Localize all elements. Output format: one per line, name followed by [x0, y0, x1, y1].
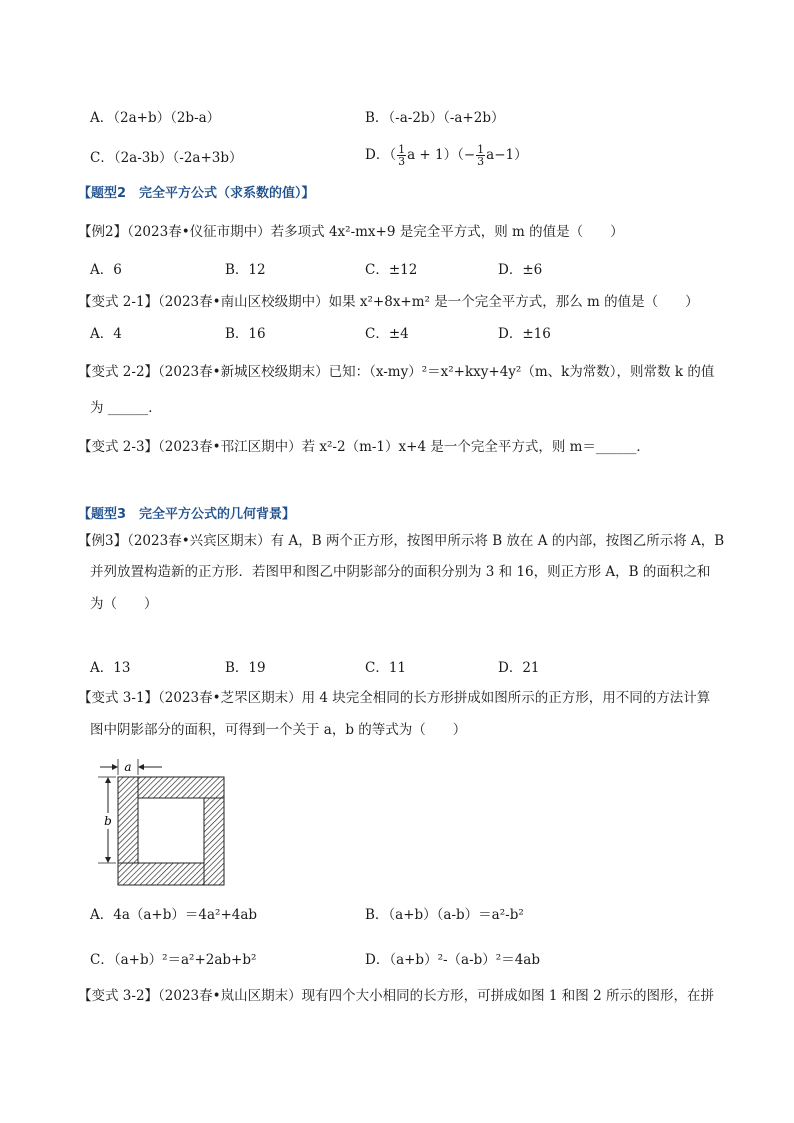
- square-rectangles-diagram: [94, 755, 234, 890]
- section-heading-type2: 【题型2 完全平方公式（求系数的值）】: [78, 186, 315, 201]
- variant-3-2: [78, 986, 714, 1006]
- ex3-option-c: C．11: [365, 660, 407, 676]
- example-3: [78, 531, 724, 551]
- ex3-option-a: A．13: [90, 660, 131, 676]
- fraction-denominator: 3: [477, 155, 485, 168]
- arrow-head: [105, 857, 111, 863]
- fraction-one-third: [476, 144, 485, 167]
- label-a: a: [124, 760, 132, 774]
- question-tag: 【变式 2-2】: [78, 364, 159, 380]
- question-tag: 【例2】: [78, 224, 128, 240]
- ex3-option-b: B．19: [225, 660, 266, 676]
- option-label: D．: [365, 147, 390, 163]
- question-text: （2023春•兴宾区期末）有 A，B 两个正方形，按图甲所示将 B 放在 A 的内部，按图乙所示将 A，B: [127, 533, 725, 549]
- label-b: b: [104, 814, 112, 828]
- option-d: [365, 144, 528, 167]
- v31-option-d: D．（a+b）²-（a-b）²＝4ab: [365, 952, 540, 968]
- option-b: [365, 108, 504, 128]
- fraction-one-third: [397, 144, 406, 167]
- question-text: （2023春•仪征市期中）若多项式 4x²-mx+9 是完全平方式，则 m 的值是（ ）: [127, 224, 624, 240]
- variant-3-1-continued: 图中阴影部分的面积，可得到一个关于 a，b 的等式为（ ）: [90, 722, 467, 738]
- ex3-option-d: D．21: [498, 660, 540, 676]
- variant-2-1: [78, 292, 699, 312]
- v31-option-b: B．（a+b）（a-b）＝a²-b²: [365, 907, 524, 923]
- example-2: [78, 222, 624, 242]
- section-heading-type3: 【题型3 完全平方公式的几何背景】: [78, 507, 296, 522]
- option-text: （2a+b）（2b-a）: [113, 110, 221, 126]
- variant-3-1: [78, 688, 710, 708]
- question-text: （2023春•岚山区期末）现有四个大小相同的长方形，可拼成如图 1 和图 2 所示的图形，在拼: [158, 988, 714, 1004]
- arrow-head: [112, 764, 118, 770]
- question-tag: 【例3】: [78, 533, 128, 549]
- option-label: B．: [365, 110, 389, 126]
- question-text: （2023春•南山区校级期中）如果 x²+8x+m² 是一个完全平方式，那么 m 的值是（ ）: [158, 294, 699, 310]
- question-text: （2023春•邗江区期中）若 x²-2（m-1）x+4 是一个完全平方式，则 m＝______．: [158, 439, 650, 455]
- variant-2-2-continued: 为 ______．: [90, 400, 162, 416]
- ex2-option-a: A．6: [90, 262, 122, 278]
- option-a: [90, 108, 220, 128]
- option-text: （-a-2b）（-a+2b）: [388, 110, 505, 126]
- inner-square: [138, 798, 204, 863]
- v21-option-b: B．16: [225, 326, 266, 342]
- option-text: （2a-3b）（-2a+3b）: [113, 150, 243, 166]
- example-3-continued-1: 并列放置构造新的正方形．若图甲和图乙中阴影部分的面积分别为 3 和 16，则正方形 A，B 的面积之和: [90, 564, 711, 580]
- ex2-option-c: C．±12: [365, 262, 418, 278]
- option-c: [90, 148, 243, 168]
- option-label: A．: [90, 110, 114, 126]
- ex2-option-b: B．12: [225, 262, 266, 278]
- v21-option-a: A．4: [90, 326, 122, 342]
- variant-2-2: [78, 362, 714, 382]
- v31-option-a: A．4a（a+b）＝4a²+4ab: [90, 907, 258, 923]
- fraction-numerator: 1: [398, 143, 406, 156]
- fraction-numerator: 1: [477, 143, 485, 156]
- example-3-continued-2: 为（ ）: [90, 596, 158, 612]
- v31-option-c: C．（a+b）²＝a²+2ab+b²: [90, 952, 257, 968]
- question-tag: 【变式 2-1】: [78, 294, 159, 310]
- v21-option-d: D．±16: [498, 326, 551, 342]
- question-tag: 【变式 2-3】: [78, 439, 159, 455]
- arrow-head: [138, 764, 144, 770]
- option-text: a−1）: [486, 147, 528, 163]
- question-tag: 【变式 3-2】: [78, 988, 159, 1004]
- option-text: a + 1）（−: [407, 147, 476, 163]
- option-text: （: [389, 147, 397, 163]
- question-text: （2023春•新城区校级期末）已知：（x-my）²＝x²+kxy+4y²（m、k为常数），则常数 k 的值: [158, 364, 715, 380]
- question-tag: 【变式 3-1】: [78, 690, 159, 706]
- option-label: C．: [90, 150, 114, 166]
- variant-2-3: [78, 437, 650, 457]
- question-text: （2023春•芝罘区期末）用 4 块完全相同的长方形拼成如图所示的正方形，用不同的方法计算: [158, 690, 711, 706]
- arrow-head: [105, 777, 111, 783]
- ex2-option-d: D．±6: [498, 262, 543, 278]
- v21-option-c: C．±4: [365, 326, 409, 342]
- fraction-denominator: 3: [398, 155, 406, 168]
